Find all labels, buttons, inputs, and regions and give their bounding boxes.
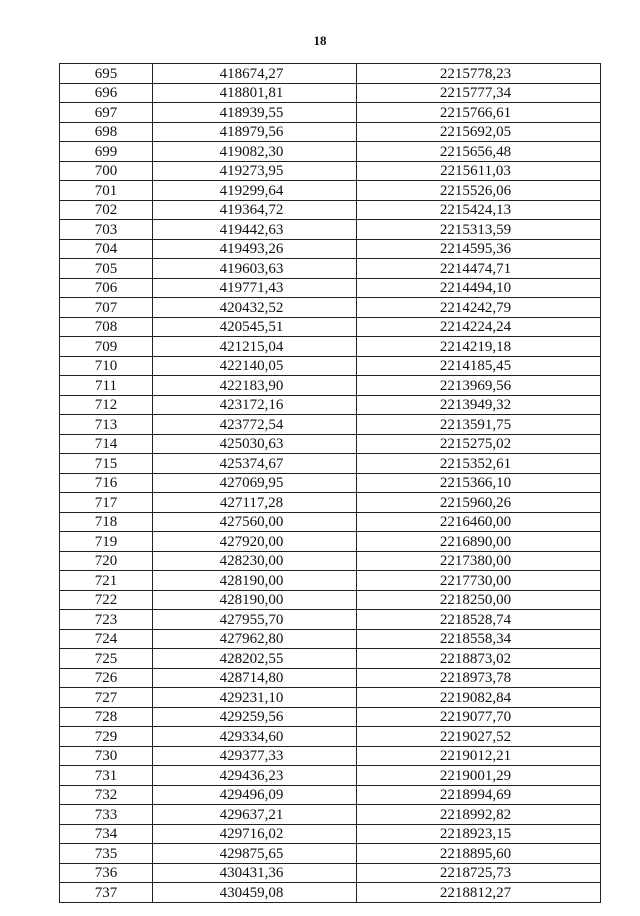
coordinates-table-body (60, 64, 601, 903)
x-coordinate-cell: 428190,00 (153, 571, 357, 591)
point-number-cell: 714 (60, 434, 153, 454)
x-coordinate-cell: 419082,30 (153, 142, 357, 162)
table-row (60, 785, 601, 805)
y-coordinate-cell: 2214224,24 (357, 317, 601, 337)
point-number-cell: 719 (60, 532, 153, 552)
x-coordinate-cell: 419493,26 (153, 239, 357, 259)
y-coordinate-cell: 2219001,29 (357, 766, 601, 786)
table-row (60, 824, 601, 844)
x-coordinate-cell: 418979,56 (153, 122, 357, 142)
point-number-cell: 708 (60, 317, 153, 337)
x-coordinate-cell: 419364,72 (153, 200, 357, 220)
table-row (60, 610, 601, 630)
table-row (60, 142, 601, 162)
x-coordinate-cell: 429716,02 (153, 824, 357, 844)
y-coordinate-cell: 2213591,75 (357, 415, 601, 435)
point-number-cell: 732 (60, 785, 153, 805)
x-coordinate-cell: 419442,63 (153, 220, 357, 240)
point-number-cell: 702 (60, 200, 153, 220)
table-row (60, 83, 601, 103)
x-coordinate-cell: 429496,09 (153, 785, 357, 805)
x-coordinate-cell: 427955,70 (153, 610, 357, 630)
y-coordinate-cell: 2218992,82 (357, 805, 601, 825)
point-number-cell: 706 (60, 278, 153, 298)
y-coordinate-cell: 2218558,34 (357, 629, 601, 649)
point-number-cell: 701 (60, 181, 153, 201)
point-number-cell: 721 (60, 571, 153, 591)
table-row (60, 551, 601, 571)
x-coordinate-cell: 418939,55 (153, 103, 357, 123)
y-coordinate-cell: 2215352,61 (357, 454, 601, 474)
y-coordinate-cell: 2218973,78 (357, 668, 601, 688)
point-number-cell: 729 (60, 727, 153, 747)
point-number-cell: 728 (60, 707, 153, 727)
point-number-cell: 725 (60, 649, 153, 669)
table-row (60, 512, 601, 532)
table-row (60, 707, 601, 727)
table-row (60, 181, 601, 201)
x-coordinate-cell: 430459,08 (153, 883, 357, 903)
point-number-cell: 718 (60, 512, 153, 532)
table-row (60, 200, 601, 220)
y-coordinate-cell: 2218250,00 (357, 590, 601, 610)
y-coordinate-cell: 2218923,15 (357, 824, 601, 844)
point-number-cell: 709 (60, 337, 153, 357)
point-number-cell: 722 (60, 590, 153, 610)
point-number-cell: 699 (60, 142, 153, 162)
table-row (60, 298, 601, 318)
y-coordinate-cell: 2213949,32 (357, 395, 601, 415)
table-row (60, 434, 601, 454)
y-coordinate-cell: 2215275,02 (357, 434, 601, 454)
point-number-cell: 695 (60, 64, 153, 84)
point-number-cell: 735 (60, 844, 153, 864)
table-row (60, 64, 601, 84)
table-row (60, 122, 601, 142)
table-row (60, 473, 601, 493)
y-coordinate-cell: 2214595,36 (357, 239, 601, 259)
y-coordinate-cell: 2215766,61 (357, 103, 601, 123)
point-number-cell: 734 (60, 824, 153, 844)
point-number-cell: 716 (60, 473, 153, 493)
x-coordinate-cell: 419299,64 (153, 181, 357, 201)
table-row (60, 259, 601, 279)
x-coordinate-cell: 421215,04 (153, 337, 357, 357)
table-row (60, 863, 601, 883)
table-row (60, 278, 601, 298)
table-row (60, 688, 601, 708)
y-coordinate-cell: 2218994,69 (357, 785, 601, 805)
y-coordinate-cell: 2216890,00 (357, 532, 601, 552)
table-row (60, 376, 601, 396)
point-number-cell: 704 (60, 239, 153, 259)
x-coordinate-cell: 429334,60 (153, 727, 357, 747)
table-row (60, 844, 601, 864)
y-coordinate-cell: 2218873,02 (357, 649, 601, 669)
x-coordinate-cell: 419771,43 (153, 278, 357, 298)
point-number-cell: 712 (60, 395, 153, 415)
point-number-cell: 736 (60, 863, 153, 883)
y-coordinate-cell: 2214474,71 (357, 259, 601, 279)
x-coordinate-cell: 428714,80 (153, 668, 357, 688)
point-number-cell: 730 (60, 746, 153, 766)
table-row (60, 239, 601, 259)
y-coordinate-cell: 2219077,70 (357, 707, 601, 727)
point-number-cell: 710 (60, 356, 153, 376)
point-number-cell: 720 (60, 551, 153, 571)
table-row (60, 668, 601, 688)
x-coordinate-cell: 430431,36 (153, 863, 357, 883)
point-number-cell: 698 (60, 122, 153, 142)
table-row (60, 103, 601, 123)
point-number-cell: 715 (60, 454, 153, 474)
table-row (60, 415, 601, 435)
y-coordinate-cell: 2215611,03 (357, 161, 601, 181)
x-coordinate-cell: 427962,80 (153, 629, 357, 649)
point-number-cell: 726 (60, 668, 153, 688)
y-coordinate-cell: 2219012,21 (357, 746, 601, 766)
y-coordinate-cell: 2218725,73 (357, 863, 601, 883)
x-coordinate-cell: 429259,56 (153, 707, 357, 727)
table-row (60, 337, 601, 357)
table-row (60, 493, 601, 513)
x-coordinate-cell: 427920,00 (153, 532, 357, 552)
y-coordinate-cell: 2219082,84 (357, 688, 601, 708)
y-coordinate-cell: 2215366,10 (357, 473, 601, 493)
point-number-cell: 703 (60, 220, 153, 240)
table-row (60, 727, 601, 747)
x-coordinate-cell: 427560,00 (153, 512, 357, 532)
y-coordinate-cell: 2215313,59 (357, 220, 601, 240)
x-coordinate-cell: 418674,27 (153, 64, 357, 84)
y-coordinate-cell: 2215692,05 (357, 122, 601, 142)
table-row (60, 317, 601, 337)
x-coordinate-cell: 428230,00 (153, 551, 357, 571)
y-coordinate-cell: 2215424,13 (357, 200, 601, 220)
point-number-cell: 727 (60, 688, 153, 708)
table-row (60, 766, 601, 786)
x-coordinate-cell: 418801,81 (153, 83, 357, 103)
y-coordinate-cell: 2218528,74 (357, 610, 601, 630)
coordinates-table (59, 63, 601, 903)
x-coordinate-cell: 423772,54 (153, 415, 357, 435)
y-coordinate-cell: 2215777,34 (357, 83, 601, 103)
point-number-cell: 717 (60, 493, 153, 513)
x-coordinate-cell: 425374,67 (153, 454, 357, 474)
point-number-cell: 713 (60, 415, 153, 435)
x-coordinate-cell: 427117,28 (153, 493, 357, 513)
table-row (60, 571, 601, 591)
table-row (60, 629, 601, 649)
x-coordinate-cell: 419603,63 (153, 259, 357, 279)
y-coordinate-cell: 2214494,10 (357, 278, 601, 298)
x-coordinate-cell: 428202,55 (153, 649, 357, 669)
table-row (60, 746, 601, 766)
x-coordinate-cell: 429875,65 (153, 844, 357, 864)
x-coordinate-cell: 429231,10 (153, 688, 357, 708)
x-coordinate-cell: 429637,21 (153, 805, 357, 825)
table-row (60, 454, 601, 474)
y-coordinate-cell: 2214185,45 (357, 356, 601, 376)
point-number-cell: 696 (60, 83, 153, 103)
table-row (60, 220, 601, 240)
table-row (60, 395, 601, 415)
x-coordinate-cell: 427069,95 (153, 473, 357, 493)
y-coordinate-cell: 2215960,26 (357, 493, 601, 513)
x-coordinate-cell: 422183,90 (153, 376, 357, 396)
x-coordinate-cell: 429436,23 (153, 766, 357, 786)
x-coordinate-cell: 429377,33 (153, 746, 357, 766)
y-coordinate-cell: 2217380,00 (357, 551, 601, 571)
point-number-cell: 723 (60, 610, 153, 630)
y-coordinate-cell: 2216460,00 (357, 512, 601, 532)
y-coordinate-cell: 2217730,00 (357, 571, 601, 591)
point-number-cell: 697 (60, 103, 153, 123)
point-number-cell: 705 (60, 259, 153, 279)
table-row (60, 532, 601, 552)
point-number-cell: 731 (60, 766, 153, 786)
x-coordinate-cell: 428190,00 (153, 590, 357, 610)
y-coordinate-cell: 2214242,79 (357, 298, 601, 318)
point-number-cell: 737 (60, 883, 153, 903)
point-number-cell: 707 (60, 298, 153, 318)
table-row (60, 590, 601, 610)
x-coordinate-cell: 420432,52 (153, 298, 357, 318)
y-coordinate-cell: 2219027,52 (357, 727, 601, 747)
table-row (60, 805, 601, 825)
x-coordinate-cell: 422140,05 (153, 356, 357, 376)
x-coordinate-cell: 425030,63 (153, 434, 357, 454)
y-coordinate-cell: 2218812,27 (357, 883, 601, 903)
y-coordinate-cell: 2215778,23 (357, 64, 601, 84)
y-coordinate-cell: 2215656,48 (357, 142, 601, 162)
x-coordinate-cell: 419273,95 (153, 161, 357, 181)
x-coordinate-cell: 420545,51 (153, 317, 357, 337)
point-number-cell: 711 (60, 376, 153, 396)
table-row (60, 649, 601, 669)
page-number: 18 (313, 33, 327, 48)
point-number-cell: 724 (60, 629, 153, 649)
table-row (60, 883, 601, 903)
table-row (60, 161, 601, 181)
x-coordinate-cell: 423172,16 (153, 395, 357, 415)
y-coordinate-cell: 2215526,06 (357, 181, 601, 201)
y-coordinate-cell: 2213969,56 (357, 376, 601, 396)
point-number-cell: 700 (60, 161, 153, 181)
y-coordinate-cell: 2214219,18 (357, 337, 601, 357)
point-number-cell: 733 (60, 805, 153, 825)
table-row (60, 356, 601, 376)
y-coordinate-cell: 2218895,60 (357, 844, 601, 864)
